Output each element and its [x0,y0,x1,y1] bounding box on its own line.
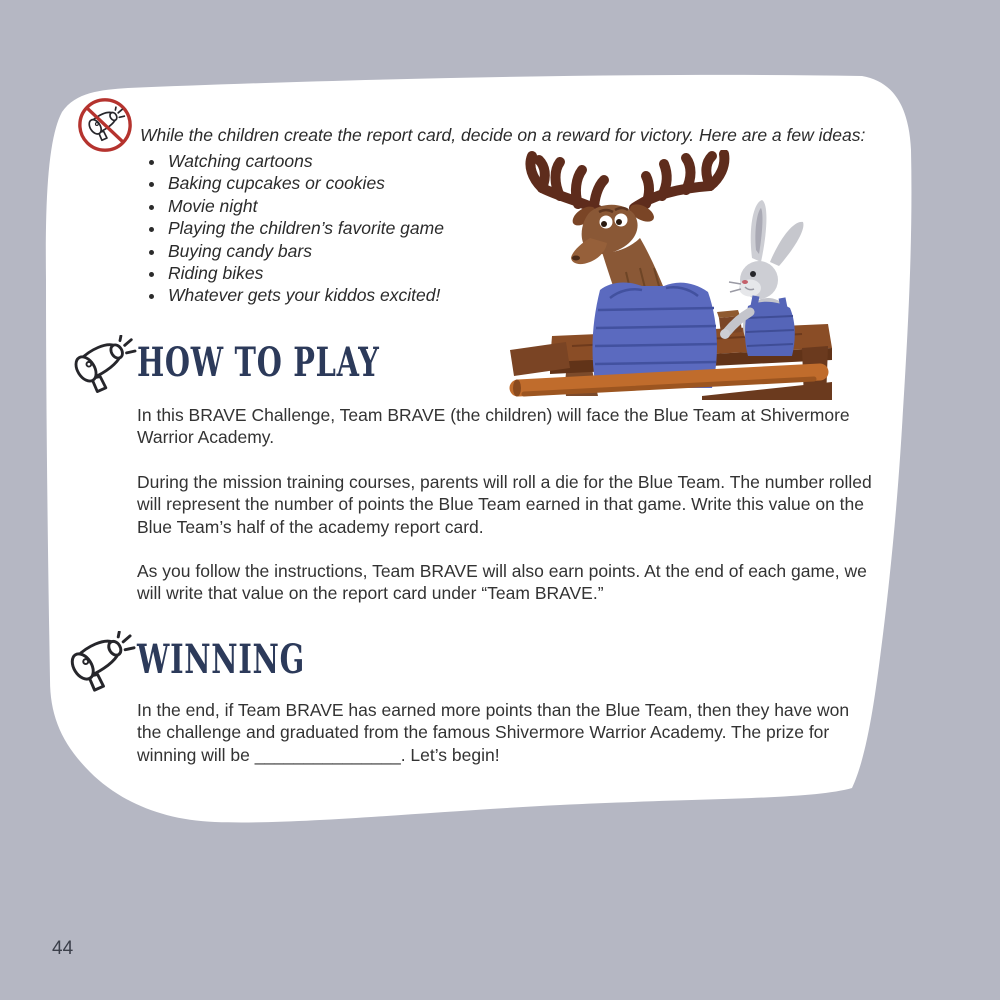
list-item: • Watching cartoons [166,150,726,172]
paragraph: In the end, if Team BRAVE has earned more points than the Blue Team, then they have won the challenge and graduated from the famous Shivermore Warrior Academy. The prize for winning will be _______________. Let’s begin! [137,700,850,765]
paragraph: In this BRAVE Challenge, Team BRAVE (the children) will face the Blue Team at Shivermore Warrior Academy. [137,405,850,448]
section-title-winning: WINNING [137,636,305,683]
list-item: • Movie night [166,195,726,217]
section-title-how-to-play: HOW TO PLAY [137,339,380,386]
megaphone-icon [65,631,136,700]
list-item: • Baking cupcakes or cookies [166,172,726,194]
list-item: • Buying candy bars [166,240,726,262]
tip-text: While the children create the report card, decide on a reward for victory. Here are a few ideas: [140,124,866,145]
paragraph: As you follow the instructions, Team BRAVE will also earn points. At the end of each game, we will write that value on the report card under “Team BRAVE.” [137,561,867,604]
list-item: • Whatever gets your kiddos excited! [166,284,726,306]
list-item: • Playing the children’s favorite game [166,217,726,239]
megaphone-icon [69,335,137,401]
list-item: • Riding bikes [166,262,726,284]
page-number: 44 [52,938,74,959]
no-announcement-icon [76,96,134,154]
paragraph: During the mission training courses, parents will roll a die for the Blue Team. The number rolled will represent the number of points the Blue Team earned in that game. Write this value on the Blue Team’s half of the academy report card. [137,472,872,537]
moose-and-rabbit-illustration [502,150,837,400]
